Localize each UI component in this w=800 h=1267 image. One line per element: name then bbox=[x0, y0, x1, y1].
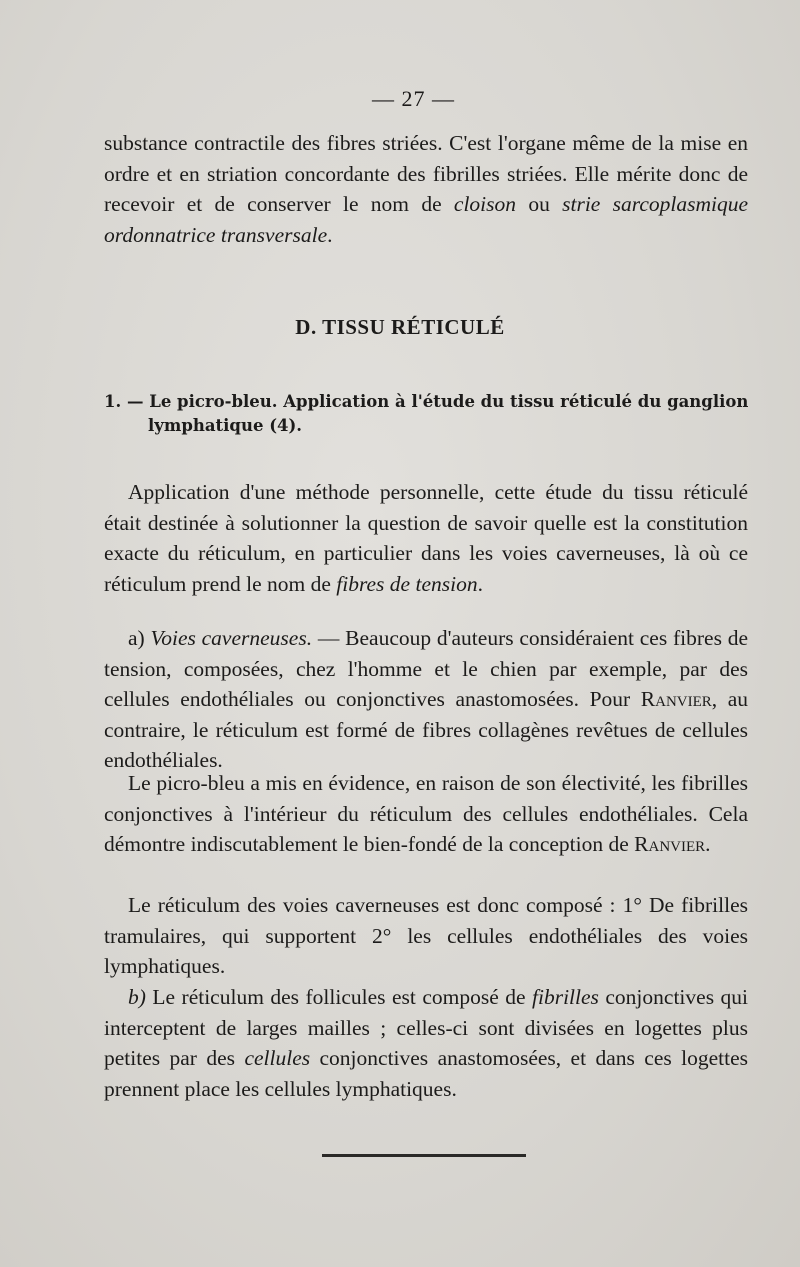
paragraph-3-author: Ranvier bbox=[640, 687, 712, 711]
paragraph-6-term-1: fibrilles bbox=[532, 985, 599, 1009]
paragraph-5 bbox=[104, 890, 748, 982]
paragraph-2-text: Application d'une méthode personnelle, cette étude du tissu réticulé était destinée à solutionner la question de savoir quelle est la constitution exacte du réticulum, en particulier dans les voies caverneuses, là où ce réticulum prend le nom de bbox=[104, 480, 748, 596]
paragraph-6 bbox=[104, 982, 748, 1104]
paragraph-3 bbox=[104, 623, 748, 776]
paragraph-1-text: substance contractile des fibres striées. C'est l'organe même de la mise en ordre et en striation concordante des fibrilles striées. Elle mérite donc de recevoir et de conserver le nom de bbox=[104, 131, 748, 216]
paragraph-6-label: b) bbox=[128, 985, 153, 1009]
paragraph-3-end: , au contraire, le réticulum est formé de fibres collagènes revêtues de cellules endothéliales. bbox=[104, 687, 748, 772]
paragraph-1-connector: ou bbox=[516, 192, 563, 216]
paragraph-6-text-2: conjonctives qui interceptent de larges mailles ; celles-ci sont divisées en logettes plus petites par des bbox=[104, 985, 748, 1070]
end-rule bbox=[322, 1154, 526, 1157]
paragraph-1-end: . bbox=[327, 222, 333, 247]
paragraph-4-end: . bbox=[705, 832, 711, 856]
paragraph-6-term-2: cellules bbox=[244, 1046, 311, 1070]
paragraph-1 bbox=[104, 128, 748, 250]
paragraph-3-title: Voies caverneuses. bbox=[150, 626, 313, 650]
paragraph-5-text: Le réticulum des voies caverneuses est donc composé : 1° De fibrilles tramulaires, qui supportent 2° les cellules endothéliales des voies lymphatiques. bbox=[104, 893, 748, 978]
paragraph-4 bbox=[104, 768, 748, 860]
paragraph-3-text: — Beaucoup d'auteurs considéraient ces fibres de tension, composées, chez l'homme et le chien par exemple, par des cellules endothéliales ou conjonctives anastomosées. Pour bbox=[104, 626, 749, 711]
paragraph-2-term: fibres de tension bbox=[336, 571, 478, 596]
paragraph-2-end: . bbox=[477, 571, 483, 596]
paragraph-4-author: Ranvier bbox=[634, 832, 706, 856]
page-number: — 27 — bbox=[372, 86, 455, 111]
paragraph-3-label: a) bbox=[128, 626, 151, 650]
paragraph-1-term-1: cloison bbox=[453, 192, 517, 216]
paragraph-6-text-3: conjonctives anastomosées, et dans ces logettes prennent place les cellules lymphatiques. bbox=[104, 1046, 748, 1101]
paragraph-2 bbox=[104, 477, 748, 599]
section-heading: D. TISSU RÉTICULÉ bbox=[295, 315, 505, 339]
paragraph-1-term-2: strie sarcoplasmique ordonnatrice transversale bbox=[104, 192, 748, 247]
paragraph-4-text: Le picro-bleu a mis en évidence, en raison de son électivité, les fibrilles conjonctives à l'intérieur du réticulum des cellules endothéliales. Cela démontre indiscutablement le bien-fondé de la conception de bbox=[104, 771, 748, 856]
subheading: 1. — Le picro-bleu. Application à l'étude du tissu réticulé du ganglion lymphatique (4). bbox=[104, 392, 749, 435]
paragraph-6-text-1: Le réticulum des follicules est composé de bbox=[152, 985, 533, 1009]
